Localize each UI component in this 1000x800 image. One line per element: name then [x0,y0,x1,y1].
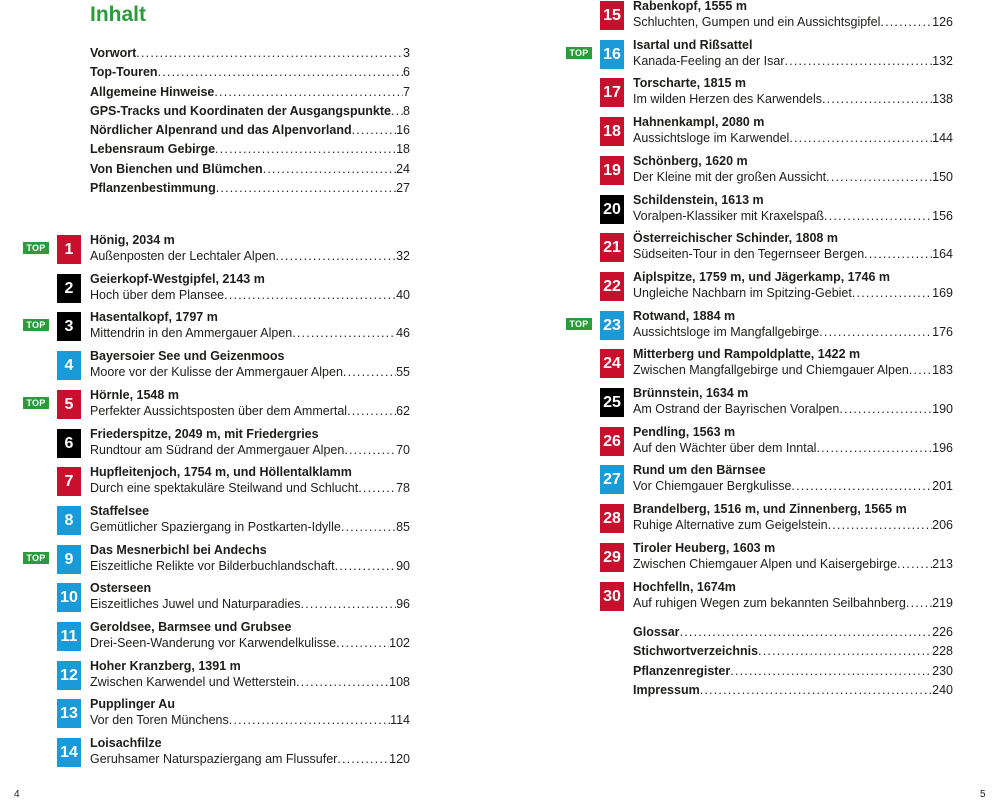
tour-page: 219 [932,595,953,610]
leader-dots [229,712,390,728]
tour-description: Eiszeitliches Juwel und Naturparadies [90,597,301,612]
tour-description: Auf ruhigen Wegen zum bekannten Seilbahnberg [633,595,906,610]
top-badge: TOP [23,397,49,409]
tour-description-line [90,635,410,651]
top-badge: TOP [566,318,592,330]
tour-description: Rundtour am Südrand der Ammergauer Alpen [90,442,345,457]
tour-name: Geroldsee, Barmsee und Grubsee [90,620,292,634]
appendix-entry[interactable] [633,664,953,683]
tour-entry[interactable] [57,426,417,461]
intro-entry[interactable] [90,104,410,123]
tour-description-line [90,596,410,612]
tour-description: Durch eine spektakuläre Steilwand und Schlucht [90,481,359,496]
tour-description: Ungleiche Nachbarn im Spitzing-Gebiet [633,285,852,300]
tour-description: Gemütlicher Spaziergang in Postkarten-Idylle [90,519,341,534]
tour-number-badge: 24 [600,349,624,378]
tour-name: Hupfleitenjoch, 1754 m, und Höllentalklamm [90,465,352,480]
tour-description-line [633,324,953,340]
entry-page: 18 [396,142,410,157]
tour-entry[interactable] [57,699,417,731]
intro-list [90,46,410,200]
tour-description: Voralpen-Klassiker mit Kraxelspaß [633,208,825,223]
tour-name: Friederspitze, 2049 m, mit Friedergries [90,426,319,441]
tour-name: Schönberg, 1620 m [633,153,748,168]
tour-name: Staffelsee [90,503,150,518]
tour-name: Hasentalkopf, 1797 m [90,310,218,325]
tour-text [90,348,410,380]
tour-entry[interactable] [57,271,417,306]
intro-entry[interactable] [90,142,410,161]
tour-description: Zwischen Karwendel und Wetterstein [90,674,297,689]
page-title: Inhalt [90,3,146,26]
tour-description: Eiszeitliche Relikte vor Bilderbuchlandschaft [90,558,335,573]
tour-text [633,269,953,301]
tour-entry[interactable] [600,540,960,575]
top-badge: TOP [23,319,49,331]
entry-page: 7 [403,84,410,99]
tour-number-badge: 7 [57,467,81,496]
tour-entry[interactable] [600,388,960,420]
tour-number-badge: 18 [600,117,624,146]
appendix-entry[interactable] [633,644,953,663]
entry-page: 6 [403,65,410,80]
tour-entry[interactable] [57,583,417,615]
leader-dots [839,401,932,417]
leader-dots [880,14,932,30]
tour-entry[interactable] [600,269,960,304]
tour-entry[interactable] [600,504,960,536]
entry-title: Lebensraum Gebirge [90,142,216,157]
tour-name: Hochfelln, 1674m [633,579,736,594]
tour-description: Hoch über dem Plansee [90,287,225,302]
entry-title: GPS-Tracks und Koordinaten der Ausgangspunkte [90,103,391,118]
tour-page: 46 [396,326,410,341]
tour-number-badge: 16 [600,40,624,69]
tour-text [633,385,953,417]
tour-name: Pupplinger Au [90,697,175,712]
leader-dots [864,246,932,262]
leader-dots [216,181,396,195]
tour-name: Tiroler Heuberg, 1603 m [633,540,776,555]
tour-number-badge: 11 [57,622,81,651]
tour-text [633,153,953,185]
tour-description: Ruhige Alternative zum Geigelstein [633,518,828,533]
tour-text [90,580,410,612]
leader-dots [347,403,396,419]
tour-text [633,579,953,611]
tour-number-badge: 15 [600,1,624,30]
leader-dots [730,664,932,678]
tour-page: 169 [932,285,953,300]
tour-number-badge: 12 [57,661,81,690]
tour-name: Rabenkopf, 1555 m [633,0,747,13]
leader-dots [852,285,932,301]
tour-description-line [633,478,953,494]
leader-dots [791,478,932,494]
tour-page: 196 [932,440,953,455]
leader-dots [224,287,396,303]
intro-entry[interactable] [90,162,410,181]
tour-number-badge: 27 [600,465,624,494]
tour-description: Vor Chiemgauer Bergkulisse [633,479,792,494]
tour-text [633,540,953,572]
tour-text [90,309,410,341]
leader-dots [215,142,396,156]
tour-number-badge: 14 [57,738,81,767]
tour-number-badge: 22 [600,272,624,301]
tour-entry[interactable] [600,78,960,110]
tour-name: Rund um den Bärnsee [633,463,766,478]
tour-number-badge: 26 [600,427,624,456]
tour-description: Perfekter Aussichtsposten über dem Ammertal [90,403,348,418]
tour-name: Pendling, 1563 m [633,424,736,439]
tour-name: Loisachfilze [90,736,162,751]
tour-page: 102 [389,636,410,650]
tour-text [633,230,953,262]
tour-entry[interactable] [57,351,417,383]
tour-number-badge: 23 [600,311,624,340]
tour-entry[interactable] [600,153,960,188]
leader-dots [824,208,932,224]
tour-entry[interactable] [600,233,960,265]
tour-description-line [633,517,953,533]
leader-dots [341,519,396,535]
tour-name: Mitterberg und Rampoldplatte, 1422 m [633,347,861,362]
tour-entry[interactable] [57,467,417,499]
tour-description-line [633,208,953,224]
tour-description: Auf den Wächter über dem Inntal [633,440,817,455]
tour-description-line [633,91,953,107]
tour-page: 176 [932,324,953,339]
tour-entry[interactable] [26,233,417,267]
leader-dots [789,130,932,146]
tour-page: 138 [932,92,953,107]
tour-text [90,619,410,651]
tour-description: Zwischen Mangfallgebirge und Chiemgauer Alpen [633,363,909,378]
page-number-right: 5 [980,789,986,800]
intro-entry[interactable] [90,46,410,65]
tour-description-line [633,169,953,185]
tour-entry[interactable] [600,1,960,33]
tour-page: 70 [396,442,410,457]
leader-dots [343,364,396,380]
tour-page: 85 [396,519,410,534]
leader-dots [680,625,933,639]
tour-page: 78 [396,481,410,496]
tour-name: Brünnstein, 1634 m [633,386,749,400]
tour-text [90,271,410,303]
tour-entry[interactable] [57,658,417,693]
tour-description-line [633,440,953,456]
tour-text [633,308,953,340]
tour-name: Hönig, 2034 m [90,233,175,247]
tour-page: 96 [396,597,410,612]
tour-text [90,542,410,574]
tour-page: 183 [932,363,953,378]
tour-name: Rotwand, 1884 m [633,308,736,323]
tour-description-line [90,248,410,264]
tour-description-line [90,674,410,690]
tour-name: Brandelberg, 1516 m, und Zinnenberg, 1565 m [633,502,907,517]
leader-dots [337,751,389,767]
tour-text [90,696,410,728]
tour-number-badge: 19 [600,156,624,185]
leader-dots [335,558,397,574]
tour-entry[interactable] [600,579,960,614]
tour-name: Hoher Kranzberg, 1391 m [90,658,241,673]
tour-text [633,192,953,224]
tour-page: 213 [932,556,953,571]
entry-title: Vorwort [90,46,137,60]
page-number-left: 4 [14,789,20,800]
tour-description: Der Kleine mit der großen Aussicht [633,169,827,184]
tour-text [90,464,410,496]
tour-description: Außenposten der Lechtaler Alpen [90,249,276,263]
tour-description-line [90,519,410,535]
tour-description-line [90,403,410,419]
leader-dots [214,85,403,99]
tour-page: 108 [389,674,410,689]
tour-page: 156 [932,208,953,223]
tour-description: Moore vor der Kulisse der Ammergauer Alpen [90,365,343,380]
tour-description-line [633,14,953,30]
tour-page: 206 [932,518,953,533]
leader-dots [136,46,403,60]
leader-dots [296,674,389,690]
tour-description: Zwischen Chiemgauer Alpen und Kaisergebirge [633,556,898,571]
entry-page: 8 [403,103,410,118]
tour-description-line [90,287,410,303]
appendix-entry[interactable] [633,625,953,644]
tour-text [90,735,410,767]
top-badge: TOP [566,47,592,59]
tour-description: Südseiten-Tour in den Tegernseer Bergen [633,247,865,262]
tour-entry[interactable] [26,387,417,422]
tour-page: 144 [932,131,953,146]
tour-number-badge: 6 [57,429,81,458]
tour-page: 126 [932,15,953,29]
tour-number-badge: 13 [57,699,81,728]
tour-description: Aussichtsloge im Karwendel [633,131,790,146]
entry-title: Von Bienchen und Blümchen [90,161,263,176]
tour-page: 190 [932,402,953,416]
tour-description: Mittendrin in den Ammergauer Alpen [90,326,293,341]
tour-page: 201 [932,479,953,494]
tour-description-line [633,246,953,262]
entry-title: Nördlicher Alpenrand und das Alpenvorland [90,123,352,138]
intro-entry[interactable] [90,85,410,104]
entry-page: 230 [932,663,953,678]
tour-name: Torscharte, 1815 m [633,76,747,91]
leader-dots [816,440,932,456]
leader-dots [358,480,396,496]
tour-description-line [633,595,953,611]
tour-number-badge: 4 [57,351,81,380]
tour-description-line [633,285,953,301]
leader-dots [336,635,389,651]
entry-title: Impressum [633,682,700,697]
leader-dots [276,248,397,264]
entry-page: 240 [932,682,953,697]
tour-page: 40 [396,287,410,302]
tour-description: Am Ostrand der Bayrischen Voralpen [633,402,840,416]
tour-page: 55 [396,365,410,380]
tour-page: 150 [932,169,953,184]
tour-description-line [633,130,953,146]
tour-number-badge: 21 [600,233,624,262]
entry-page: 3 [403,46,410,60]
tour-description-line [90,558,410,574]
tour-text [633,346,953,378]
tour-page: 114 [390,713,410,728]
tour-text [90,658,410,690]
leader-dots [819,324,932,340]
entry-title: Allgemeine Hinweise [90,84,215,99]
leader-dots [822,91,932,107]
entry-page: 226 [932,625,953,639]
tour-number-badge: 2 [57,274,81,303]
tour-page: 120 [389,752,410,767]
tour-description: Kanada-Feeling an der Isar [633,53,785,68]
top-badge: TOP [23,242,49,254]
leader-dots [784,53,932,69]
tour-text [90,232,410,264]
tour-description-line [633,53,953,69]
intro-entry[interactable] [90,181,410,200]
tour-text [633,462,953,494]
tour-description-line [633,556,953,572]
tour-text [633,37,953,69]
tour-description-line [633,362,953,378]
intro-entry[interactable] [90,123,410,142]
top-badge: TOP [23,552,49,564]
tour-text [633,0,953,30]
tour-entry[interactable] [57,503,417,538]
entry-title: Pflanzenbestimmung [90,181,216,196]
tour-number-badge: 5 [57,390,81,419]
entry-page: 27 [396,181,410,196]
entry-page: 16 [396,123,410,138]
tour-name: Das Mesnerbichl bei Andechs [90,542,267,557]
tour-description-line [90,364,410,380]
tour-description: Aussichtsloge im Mangfallgebirge [633,324,820,339]
entry-title: Stichwortverzeichnis [633,644,759,659]
tour-number-badge: 9 [57,545,81,574]
entry-page: 228 [932,644,953,659]
leader-dots [292,325,396,341]
appendix-list [633,625,953,702]
tour-description: Drei-Seen-Wanderung vor Karwendelkulisse [90,636,337,650]
tour-entry[interactable] [26,542,417,577]
leader-dots [391,104,403,118]
appendix-entry[interactable] [633,683,953,702]
tour-description-line [90,480,410,496]
leader-dots [897,556,932,572]
leader-dots [700,683,932,697]
tour-description: Schluchten, Gumpen und ein Aussichtsgipfel [633,15,881,29]
leader-dots [352,123,396,137]
leader-dots [909,362,932,378]
entry-title: Glossar [633,625,680,639]
tour-entry[interactable] [600,465,960,497]
tour-name: Osterseen [90,581,152,596]
tour-number-badge: 8 [57,506,81,535]
entry-title: Top-Touren [90,65,158,80]
tour-entry[interactable] [600,117,960,149]
tour-number-badge: 29 [600,543,624,572]
leader-dots [826,169,932,185]
tour-entry[interactable] [569,37,960,72]
tour-number-badge: 10 [57,583,81,612]
tour-number-badge: 28 [600,504,624,533]
tour-entry[interactable] [600,192,960,227]
leader-dots [344,442,396,458]
intro-entry[interactable] [90,65,410,84]
tour-page: 62 [396,403,410,418]
leader-dots [301,596,397,612]
tour-description-line [90,325,410,341]
tour-name: Hörnle, 1548 m [90,387,179,402]
tour-text [633,75,953,107]
tour-text [90,387,410,419]
tour-page: 90 [396,558,410,573]
tour-page: 132 [932,53,953,68]
tour-description-line [90,712,410,728]
tour-entry[interactable] [57,622,417,654]
entry-title: Pflanzenregister [633,663,731,678]
tour-entry[interactable] [569,308,960,343]
tour-description: Im wilden Herzen des Karwendels [633,92,822,107]
tour-name: Aiplspitze, 1759 m, und Jägerkamp, 1746 m [633,269,891,284]
leader-dots [906,595,932,611]
tour-entry[interactable] [57,738,417,770]
tour-description-line [90,751,410,767]
tour-description-line [90,442,410,458]
entry-page: 24 [396,161,410,176]
tour-name: Hahnenkampl, 2080 m [633,115,765,130]
tour-entry[interactable] [600,349,960,381]
tour-name: Bayersoier See und Geizenmoos [90,349,285,364]
tour-number-badge: 1 [57,235,81,264]
tour-page: 32 [396,249,410,263]
leader-dots [828,517,933,533]
tour-name: Schildenstein, 1613 m [633,192,764,207]
tour-number-badge: 25 [600,388,624,417]
leader-dots [758,644,932,658]
tour-entry[interactable] [26,310,417,344]
tour-page: 164 [932,247,953,262]
tour-text [633,501,953,533]
tour-number-badge: 17 [600,78,624,107]
tour-text [90,426,410,458]
tour-number-badge: 3 [57,312,81,341]
tour-number-badge: 20 [600,195,624,224]
tour-name: Isartal und Rißsattel [633,37,753,52]
tour-description: Vor den Toren Münchens [90,713,229,728]
leader-dots [158,65,403,79]
tour-text [633,114,953,146]
leader-dots [263,162,396,176]
tour-entry[interactable] [600,424,960,459]
tour-name: Geierkopf-Westgipfel, 2143 m [90,271,265,286]
tour-text [90,503,410,535]
tour-name: Österreichischer Schinder, 1808 m [633,231,838,246]
tour-description: Geruhsamer Naturspaziergang am Flussufer [90,752,338,767]
tour-text [633,424,953,456]
tour-number-badge: 30 [600,582,624,611]
tour-description-line [633,401,953,417]
